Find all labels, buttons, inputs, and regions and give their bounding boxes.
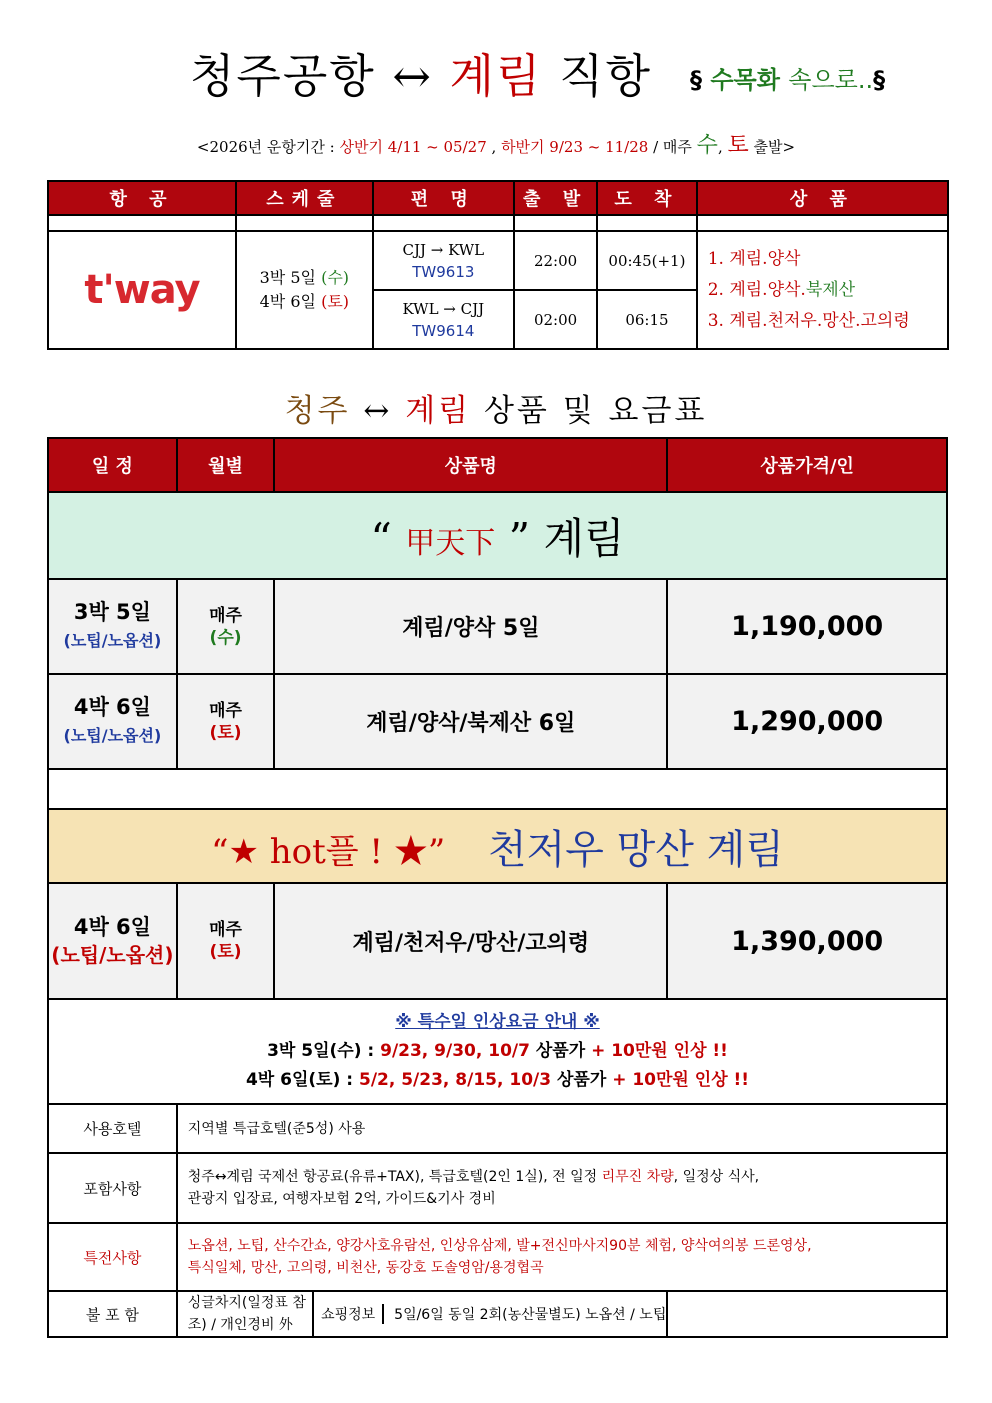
notice-label: 4박 6일(토) : [245, 1070, 359, 1090]
schedule-text: 3박 5일 [73, 600, 151, 624]
week-day: (토) [209, 942, 242, 962]
header-depart: 출 발 [514, 181, 597, 215]
schedule-line2-day: (토) [321, 292, 350, 311]
hotel-text: 지역별 특급호텔(준5성) 사용 [177, 1104, 947, 1153]
header-month: 월별 [177, 438, 275, 492]
week-day: (수) [209, 627, 242, 648]
flight-route-cell [373, 231, 514, 290]
price-table-header [48, 438, 947, 492]
notice-line [49, 1066, 946, 1095]
special-text [177, 1223, 947, 1291]
banner-quote-close: ” [508, 513, 531, 563]
exclude-text: 싱글차지(일정표 참조) / 개인경비 外 [177, 1291, 313, 1337]
banner-chinese-text: 甲天下 [405, 525, 496, 561]
section-title-destination: 계림 [405, 393, 472, 429]
schedule-line1-text: 3박 5일 [259, 268, 322, 287]
header-product: 상 품 [697, 181, 948, 215]
surcharge-notice [48, 999, 947, 1104]
shopping-label: 쇼핑정보 [314, 1304, 384, 1324]
notice-dates: 9/23, 9/30, 10/7 [380, 1041, 530, 1061]
header-arrive: 도 착 [597, 181, 697, 215]
schedule-option: (노팁/노옵션) [63, 631, 162, 650]
notice-line [49, 1037, 946, 1066]
banner-row [48, 492, 947, 579]
flight-table-header [48, 181, 948, 215]
notice-plus: + 10만원 인상 !! [612, 1070, 750, 1090]
period-second-half: 하반기 9/23 ~ 11/28 [501, 138, 649, 156]
operation-period [0, 128, 992, 159]
header-schedule: 일 정 [48, 438, 177, 492]
schedule-line1-day: (수) [321, 268, 350, 287]
special-line1: 노옵션, 노팁, 산수간쇼, 양강사호유람선, 인상유삼제, 발+전신마사지90분 체험, 양삭여의봉 드론영상, [187, 1238, 812, 1254]
product-price: 1,290,000 [667, 674, 947, 769]
hotel-label: 사용호텔 [48, 1104, 177, 1153]
product-name: 계림/양삭 5일 [274, 579, 667, 674]
shopping-overflow [667, 1291, 947, 1337]
banner-guilin [48, 492, 947, 579]
tagline-rest: 속으로.. [788, 66, 874, 94]
product-list [697, 231, 948, 349]
tagline-mark-right: § [873, 66, 886, 94]
tway-logo: t'way [84, 267, 200, 313]
flight-route: KWL → CJJ [402, 299, 485, 318]
period-day-sat: 토 [727, 133, 749, 158]
section-title-origin: 청주 [284, 393, 351, 429]
section-title-rest: 상품 및 요금표 [483, 393, 708, 429]
include-text-highlight: 리무진 차량 [601, 1169, 674, 1185]
title-origin: 청주공항 [190, 49, 376, 103]
include-text [177, 1153, 947, 1223]
info-row [48, 1291, 947, 1337]
price-week [177, 579, 275, 674]
info-row [48, 1153, 947, 1223]
period-day-wed: 수 [696, 133, 718, 158]
week-text: 매주 [209, 920, 242, 940]
flight-route-cell [373, 290, 514, 349]
tagline-highlight: 수목화 [710, 66, 780, 94]
notice-row [48, 999, 947, 1104]
info-row [48, 1223, 947, 1291]
product-name: 계림/천저우/망산/고의령 [274, 883, 667, 999]
include-text-line2: 관광지 입장료, 여행자보험 2억, 가이드&기사 경비 [187, 1191, 496, 1207]
banner-hot-label: “★ hot플 ! ★” [211, 831, 446, 872]
schedule-text: 4박 6일 [73, 915, 151, 939]
product-price: 1,390,000 [667, 883, 947, 999]
section-title [0, 385, 992, 430]
period-comma: , [486, 138, 502, 156]
schedule-line2-text: 4박 6일 [259, 292, 322, 311]
banner-quote-open: “ [370, 513, 392, 563]
schedule-option: (노팁/노옵션) [63, 726, 162, 745]
price-row [48, 674, 947, 769]
schedule-cell [236, 231, 373, 349]
period-suffix: 출발> [748, 138, 796, 156]
header-flight: 편 명 [373, 181, 514, 215]
flight-depart: 22:00 [514, 231, 597, 290]
schedule-line1 [237, 266, 372, 290]
include-text-b: , 일정상 식사, [673, 1169, 760, 1185]
schedule-line2 [237, 290, 372, 314]
include-text-a: 청주↔계림 국제선 항공료(유류+TAX), 특급호텔(2인 1실), 전 일정 [187, 1169, 602, 1185]
product-price: 1,190,000 [667, 579, 947, 674]
info-row [48, 1104, 947, 1153]
header-airline: 항 공 [48, 181, 236, 215]
price-week [177, 883, 275, 999]
banner-hot [48, 809, 947, 883]
price-schedule [48, 883, 177, 999]
tagline-mark-left: § [690, 66, 702, 94]
week-day: (토) [209, 722, 242, 743]
week-text: 매주 [209, 605, 242, 626]
period-comma2: , [717, 138, 728, 156]
title-suffix: 직항 [559, 49, 652, 103]
price-table [47, 437, 948, 1338]
period-first-half: 상반기 4/11 ~ 05/27 [339, 138, 487, 156]
page-header [0, 40, 992, 110]
price-row [48, 579, 947, 674]
product-item-extra: 북제산 [805, 279, 856, 300]
price-row [48, 883, 947, 999]
notice-label: 3박 5일(수) : [267, 1041, 381, 1061]
period-prefix: <2026년 운항기간 : [196, 138, 340, 156]
special-line2: 특식일체, 망산, 고의령, 비천산, 동강호 도솔영암/용경협곡 [187, 1260, 544, 1276]
flight-row [48, 231, 948, 290]
product-item-text: 2. 계림.양삭. [707, 279, 806, 300]
product-item: 3. 계림.천저우.망산.고의령 [707, 310, 910, 331]
price-schedule [48, 674, 177, 769]
special-label: 특전사항 [48, 1223, 177, 1291]
notice-dates: 5/2, 5/23, 8/15, 10/3 [358, 1070, 552, 1090]
schedule-option: (노팁/노옵션) [51, 943, 174, 967]
header-schedule: 스케줄 [236, 181, 373, 215]
flight-arrive: 00:45(+1) [597, 231, 697, 290]
flight-table-spacer [48, 215, 948, 231]
title-arrow: ↔ [392, 49, 433, 103]
flight-depart: 02:00 [514, 290, 597, 349]
flight-arrive: 06:15 [597, 290, 697, 349]
week-text: 매주 [209, 700, 242, 721]
notice-mid: 상품가 [529, 1041, 592, 1061]
notice-title: ※ 특수일 인상요금 안내 ※ [395, 1012, 600, 1032]
shopping-label-cell [313, 1291, 667, 1337]
include-label: 포함사항 [48, 1153, 177, 1223]
flight-route: CJJ → KWL [402, 240, 485, 259]
title-destination: 계림 [449, 49, 543, 103]
flight-number: TW9614 [412, 321, 475, 340]
price-schedule [48, 579, 177, 674]
product-item [708, 275, 947, 306]
banner-hot-text: 천저우 망산 계림 [488, 826, 784, 873]
notice-mid: 상품가 [551, 1070, 613, 1090]
period-sep: / 매주 [648, 138, 697, 156]
title-tagline [690, 60, 885, 95]
exclude-label: 불 포 함 [48, 1291, 177, 1337]
notice-plus: + 10만원 인상 !! [591, 1041, 728, 1061]
schedule-text: 4박 6일 [73, 695, 151, 719]
blank-row [48, 769, 947, 809]
banner-row [48, 809, 947, 883]
header-product-name: 상품명 [274, 438, 667, 492]
airline-cell [48, 231, 236, 349]
product-item: 1. 계림.양삭 [707, 248, 801, 269]
price-week [177, 674, 275, 769]
section-title-arrow: ↔ [363, 393, 393, 429]
flight-table [47, 180, 949, 350]
header-price: 상품가격/인 [667, 438, 947, 492]
page-title [190, 40, 652, 106]
flight-number: TW9613 [412, 262, 475, 281]
shopping-text: 5일/6일 동일 2회(농산물별도) 노옵션 / 노팁 [394, 1307, 667, 1323]
product-name: 계림/양삭/북제산 6일 [274, 674, 667, 769]
banner-text: 계림 [543, 513, 625, 563]
